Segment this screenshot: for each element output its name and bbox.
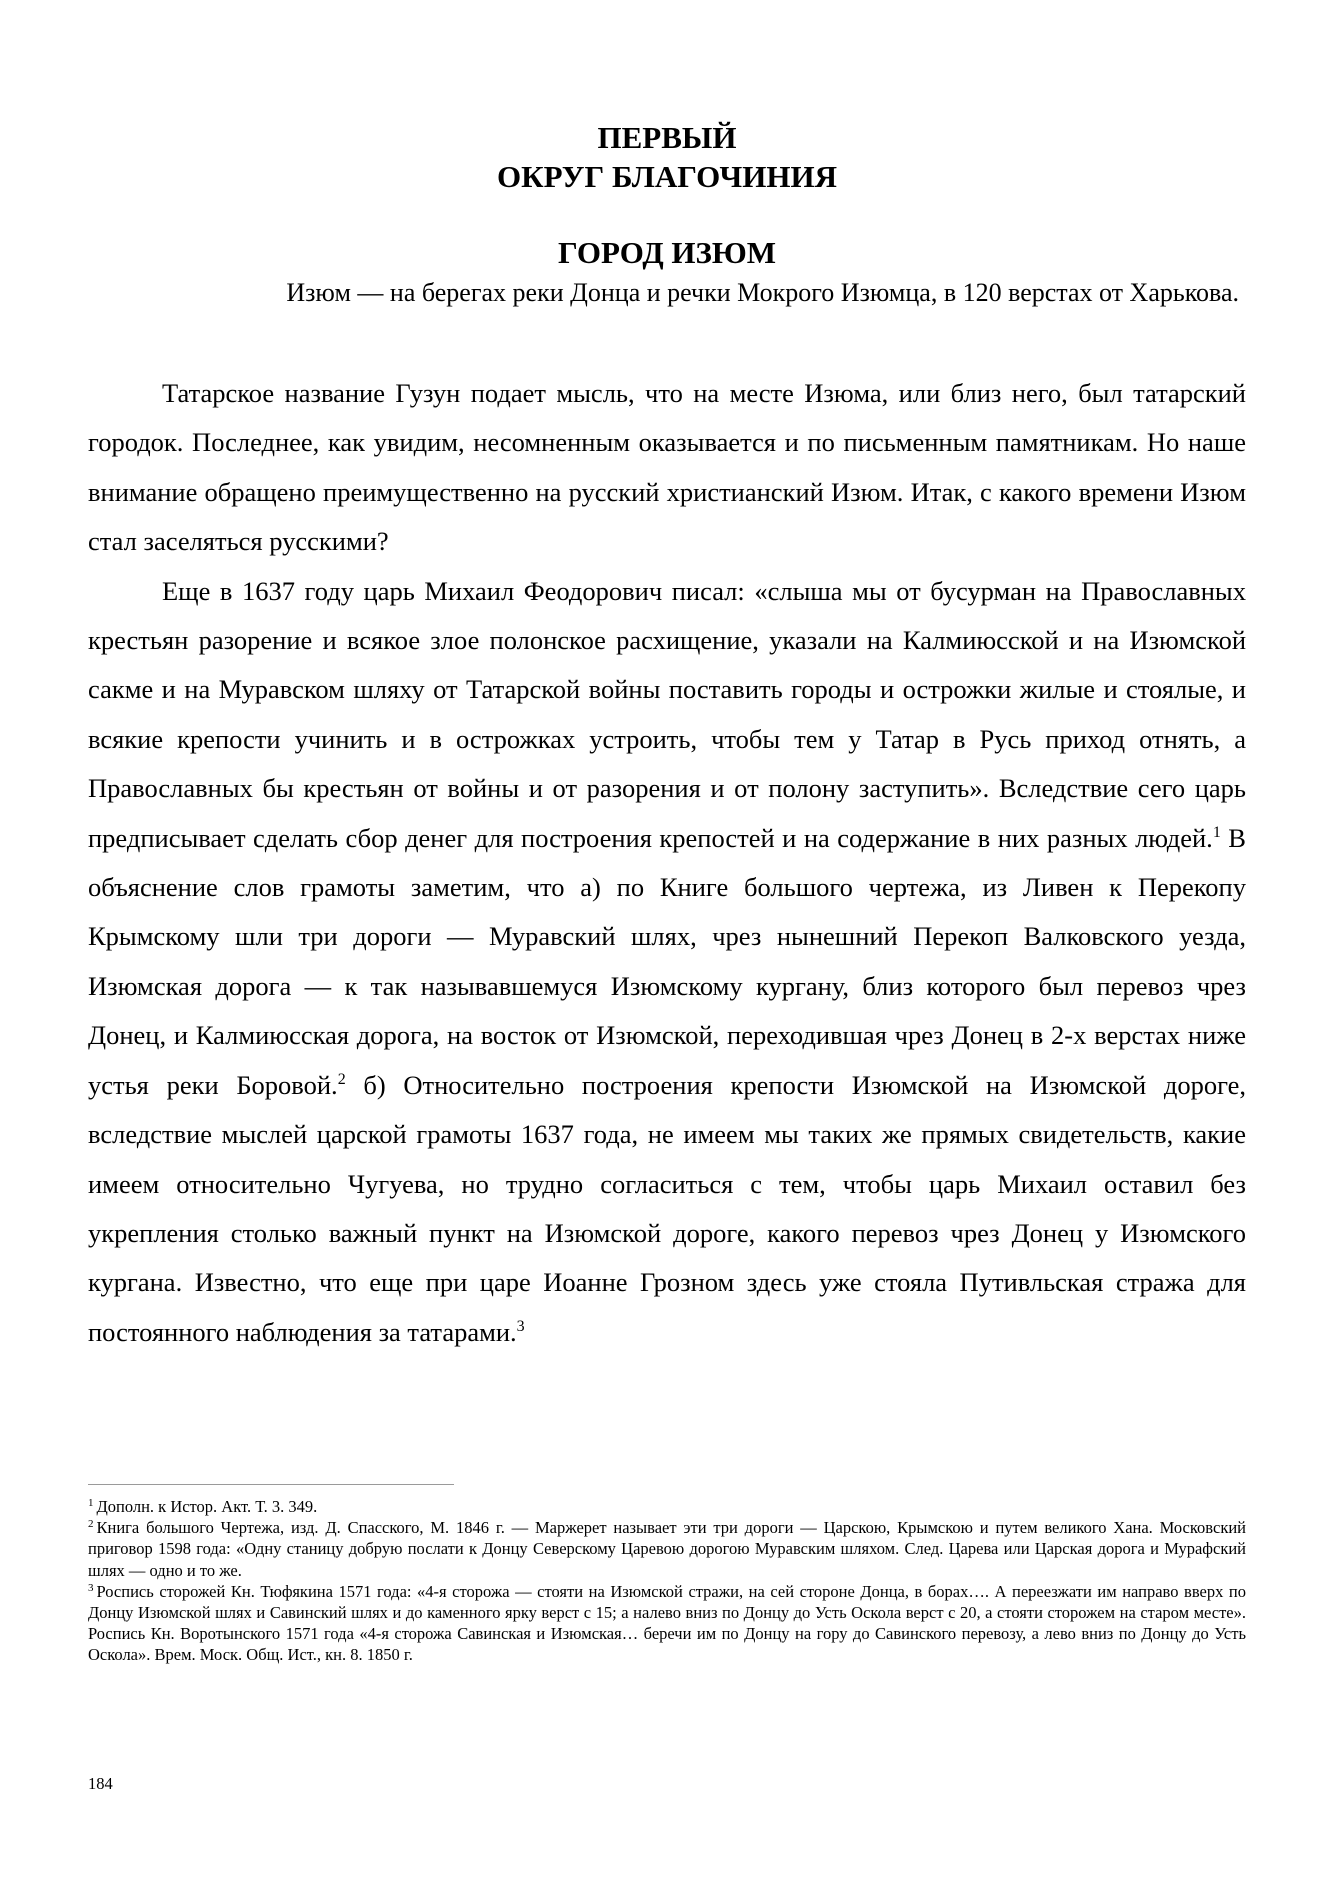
footnote-text: Роспись сторожей Кн. Тюфякина 1571 года: «4-я сторожа — стояти на Изюмской стражи, на сей стороне Донца, в борах…. А переезжати им направо вверх по Донцу Изюмской шлях и Савинский шлях и до каменного ярку верст с 15; а налево вниз по Донцу до Усть Оскола верст с 20, а стояти сторожем на старом месте». Роспись Кн. Воротынского 1571 года «4-я сторожа Савинская и Изюмская… беречи им по Донцу на гору до Савинского перевозу, а лево вниз по Донцу до Усть Оскола». Врем. Моск. Общ. Ист., кн. 8. 1850 г. — [88, 1581, 1246, 1665]
footnote-marker: 3 — [88, 1581, 94, 1594]
city-heading: ГОРОД ИЗЮМ — [557, 235, 777, 270]
document-page — [88, 0, 1246, 1888]
body-text — [88, 369, 1246, 1357]
footnotes — [88, 1496, 1246, 1666]
footnote-2 — [88, 1517, 1246, 1581]
footnote-marker: 2 — [88, 1518, 94, 1531]
paragraph-1-text: Татарское название Гузун подает мысль, что на месте Изюма, или близ него, был татарский городок. Последнее, как увидим, несомненным оказывается и по письменным памятникам. Но наше внимание обращено преимущественно на русский христианский Изюм. Итак, с какого времени Изюм стал заселяться русскими? — [88, 378, 1246, 557]
footnote-marker: 1 — [88, 1497, 94, 1509]
footnote-ref-2[interactable]: 2 — [337, 1070, 346, 1088]
heading-line-2: ОКРУГ БЛАГОЧИНИЯ — [497, 159, 837, 194]
location-subtitle: Изюм — на берегах реки Донца и речки Мокрого Изюмца, в 120 верстах от Харькова. — [286, 278, 1239, 307]
paragraph-1 — [88, 369, 1246, 567]
paragraph-2 — [88, 567, 1246, 1358]
footnote-separator — [88, 1484, 454, 1485]
page-number: 184 — [88, 1774, 113, 1793]
footnote-ref-1[interactable]: 1 — [1212, 823, 1221, 841]
footnote-text: Книга большого Чертежа, изд. Д. Спасского, М. 1846 г. — Маржерет называет эти три дороги — Царскою, Крымскою и путем великого Хана. Московский приговор 1598 года: «Одну станицу добрую послати к Донцу Северскому Царевою дорогою Муравским шляхом. След. Царева или Царская дорога и Мурафский шлях — одно и то же. — [88, 1518, 1246, 1580]
footnote-1 — [88, 1496, 1246, 1517]
footnote-text: Дополн. к Истор. Акт. Т. 3. 349. — [96, 1497, 318, 1516]
heading-line-1: ПЕРВЫЙ — [597, 120, 737, 155]
paragraph-2-text-part-2: В объяснение слов грамоты заметим, что а) по Книге большого чертежа, из Ливен к Перекопу Крымскому шли три дороги — Муравский шлях, чрез нынешний Перекоп Валковского уезда, Изюмская дорога — к так называвшемуся Изюмскому кургану, близ которого был перевоз чрез Донец, и Калмиюсская дорога, на восток от Изюмской, переходившая чрез Донец в 2-х верстах ниже устья реки Боровой. — [88, 822, 1246, 1100]
footnote-ref-3[interactable]: 3 — [516, 1317, 525, 1335]
footnote-3 — [88, 1581, 1246, 1666]
paragraph-2-text-part-1: Еще в 1637 году царь Михаил Феодорович писал: «слыша мы от бусурман на Православных крестьян разорение и всякое злое полонское расхищение, указали на Калмиюсской и на Изюмской сакме и на Муравском шляху от Татарской войны поставить городы и острожки жилые и стоялые, и всякие крепости учинить и в острожках устроить, чтобы тем у Татар в Русь приход отнять, а Православных бы крестьян от войны и от разорения и от полону заступить». Вследствие сего царь предписывает сделать сбор денег для построения крепостей и на содержание в них разных людей. — [88, 575, 1246, 853]
paragraph-2-text-part-3: б) Относительно построения крепости Изюмской на Изюмской дороге, вследствие мыслей царской грамоты 1637 года, не имеем мы таких же прямых свидетельств, какие имеем относительно Чугуева, но трудно согласиться с тем, чтобы царь Михаил оставил без укрепления столько важный пункт на Изюмской дороге, какого перевоз чрез Донец у Изюмского кургана. Известно, что еще при царе Иоанне Грозном здесь уже стояла Путивльская стража для постоянного наблюдения за татарами. — [88, 1069, 1246, 1347]
